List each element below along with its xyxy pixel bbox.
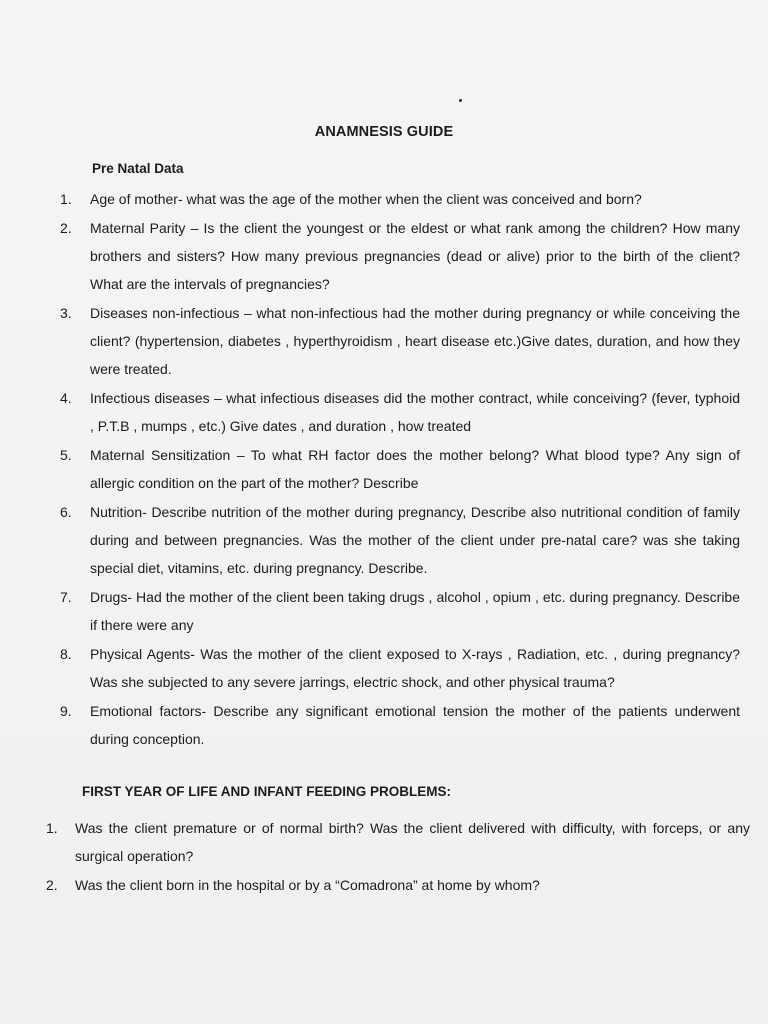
item-number: 3. (60, 305, 72, 321)
item-number: 2. (46, 877, 58, 893)
list-item (46, 871, 750, 899)
item-text: Age of mother- what was the age of the mother when the client was conceived and born? (90, 191, 642, 207)
item-number: 2. (60, 220, 72, 236)
item-number: 6. (60, 504, 72, 520)
list-item (60, 498, 740, 582)
item-number: 9. (60, 703, 72, 719)
item-text: Nutrition- Describe nutrition of the mother during pregnancy, Describe also nutritional condition of family during and between pregnancies. Was the mother of the client under pre-natal care? was she taking special diet, vitamins, etc. during pregnancy. Describe. (90, 504, 740, 576)
first-year-list (46, 814, 750, 899)
section-heading-first-year: FIRST YEAR OF LIFE AND INFANT FEEDING PROBLEMS: (82, 784, 452, 799)
list-item (60, 299, 740, 383)
list-item (60, 640, 740, 696)
item-number: 1. (60, 191, 72, 207)
section-heading-prenatal: Pre Natal Data (92, 161, 184, 176)
document-title: ANAMNESIS GUIDE (314, 124, 454, 140)
item-number: 5. (60, 447, 72, 463)
list-item (46, 814, 750, 870)
item-text: Drugs- Had the mother of the client been taking drugs , alcohol , opium , etc. during pregnancy. Describe if there were any (90, 589, 740, 633)
item-number: 8. (60, 646, 72, 662)
ink-speck (459, 99, 462, 102)
item-text: Was the client born in the hospital or by a “Comadrona” at home by whom? (75, 877, 540, 893)
item-text: Diseases non-infectious – what non-infectious had the mother during pregnancy or while conceiving the client? (hypertension, diabetes , hyperthyroidism , heart disease etc.)Give dates, duration, and how they were treated. (90, 305, 740, 377)
list-item (60, 441, 740, 497)
item-text: Emotional factors- Describe any significant emotional tension the mother of the patients underwent during conception. (90, 703, 740, 747)
item-text: Physical Agents- Was the mother of the client exposed to X-rays , Radiation, etc. , during pregnancy? Was she subjected to any severe jarrings, electric shock, and other physical trauma? (90, 646, 740, 690)
item-text: Was the client premature or of normal birth? Was the client delivered with difficulty, with forceps, or any surgical operation? (75, 820, 750, 864)
list-item (60, 214, 740, 298)
list-item (60, 583, 740, 639)
item-number: 1. (46, 820, 58, 836)
item-number: 7. (60, 589, 72, 605)
item-text: Maternal Parity – Is the client the youngest or the eldest or what rank among the children? How many brothers and sisters? How many previous pregnancies (dead or alive) prior to the birth of the client? What are the intervals of pregnancies? (90, 220, 740, 292)
prenatal-list (60, 185, 740, 753)
item-text: Maternal Sensitization – To what RH factor does the mother belong? What blood type? Any sign of allergic condition on the part of the mother? Describe (90, 447, 740, 491)
list-item (60, 697, 740, 753)
list-item (60, 185, 740, 213)
list-item (60, 384, 740, 440)
item-text: Infectious diseases – what infectious diseases did the mother contract, while conceiving? (fever, typhoid , P.T.B , mumps , etc.) Give dates , and duration , how treated (90, 390, 740, 434)
item-number: 4. (60, 390, 72, 406)
